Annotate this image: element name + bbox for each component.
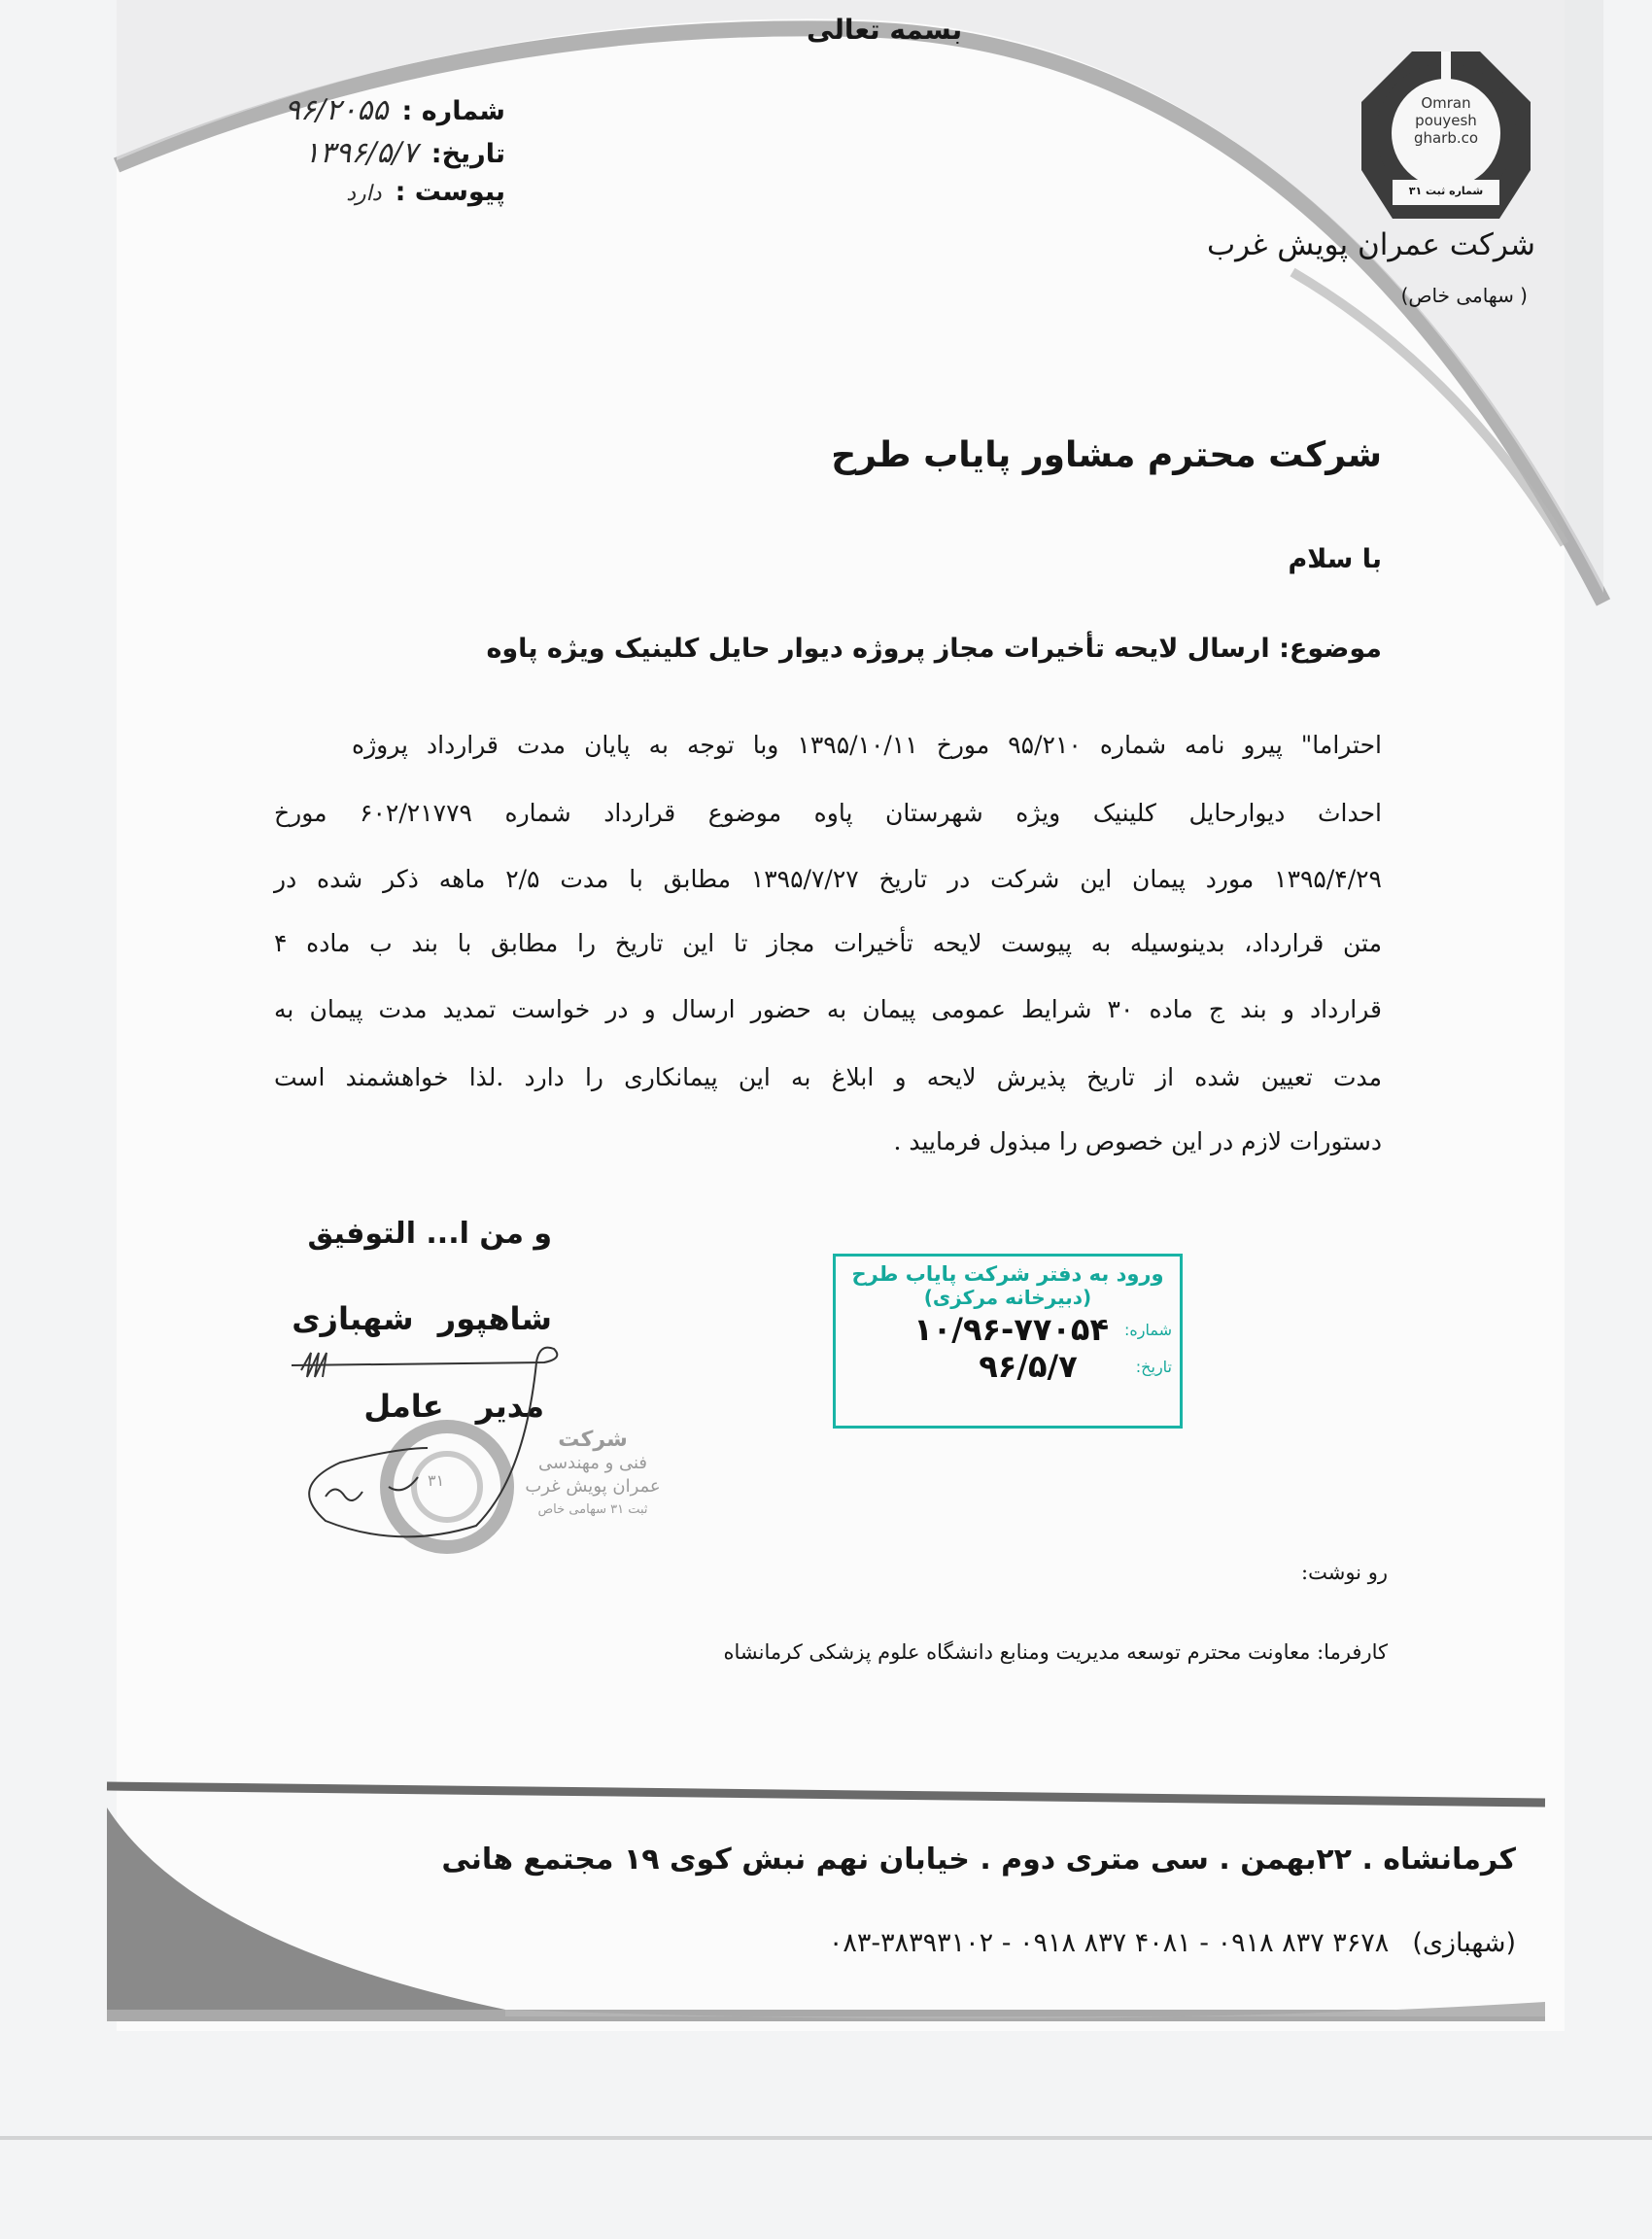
body-line: مدت تعیین شده از تاریخ پذیرش لایحه و ابلاغ به این پیمانکاری را دارد .لذا خواهشمند است <box>274 1063 1382 1091</box>
seal-line2: فنی و مهندسی <box>537 1453 648 1473</box>
letter-date-value: ۱۳۹۶/۵/۷ <box>303 136 418 170</box>
body-line: احداث دیوارحایل کلینیک ویژه شهرستان پاوه موضوع قرارداد شماره ۶۰۲/۲۱۷۷۹ مورخ <box>274 799 1382 827</box>
company-type: ( سهامی خاص) <box>1400 284 1528 307</box>
letter-attachment-field <box>346 177 505 207</box>
seal-line1: شرکت <box>558 1428 628 1452</box>
footer-contact <box>829 1928 1516 1958</box>
subject-line <box>486 634 1382 664</box>
stamp-number-value: ۱۰/۹۶-۷۷۰۵۴ <box>913 1311 1109 1348</box>
stamp-title: ورود به دفتر شرکت پایاب طرح <box>851 1262 1164 1286</box>
logo-text-line3: gharb.co <box>1413 129 1479 147</box>
body-line: دستورات لازم در این خصوص را مبذول فرمایید . <box>893 1127 1382 1155</box>
stamp-subtitle: (دبیرخانه مرکزی) <box>923 1286 1092 1309</box>
logo-text-line1: Omran <box>1421 94 1471 112</box>
cc-label: رو نوشت: <box>1301 1561 1388 1584</box>
greeting: با سلام <box>1288 544 1382 574</box>
signer-title: مدیر عامل <box>363 1388 544 1425</box>
stamp-date-value: ۹۶/۵/۷ <box>979 1348 1078 1385</box>
footer-phones: ۰۸۳-۳۸۳۹۳۱۰۲ - ۰۹۱۸ ۸۳۷ ۴۰۸۱ - ۰۹۱۸ ۸۳۷ ۳۶۷۸ <box>828 1928 1390 1958</box>
cc-recipient: کارفرما: معاونت محترم توسعه مدیریت ومنابع دانشگاه علوم پزشکی کرمانشاه <box>723 1640 1388 1664</box>
signer-name: شاهپور شهبازی <box>292 1300 552 1337</box>
subject-text: ارسال لایحه تأخیرات مجاز پروژه دیوار حایل کلینیک ویژه پاوه <box>486 634 1270 664</box>
logo-text-line2: pouyesh <box>1415 112 1477 129</box>
body-line: متن قرارداد، بدینوسیله به پیوست لایحه تأخیرات مجاز تا این تاریخ را مطابق با بند ب ماده ۴ <box>274 929 1382 957</box>
stamp-number-label: شماره: <box>1123 1320 1172 1339</box>
letter-number-label: شماره : <box>401 96 505 126</box>
stamp-date-label: تاریخ: <box>1135 1357 1172 1376</box>
letter-number-field <box>285 93 505 127</box>
addressee: شرکت محترم مشاور پایاب طرح <box>831 435 1382 475</box>
seal-center-number: ۳۱ <box>428 1471 445 1490</box>
seal-line3: عمران پویش غرب <box>525 1476 661 1497</box>
seal-line4: ثبت ۳۱ سهامی خاص <box>537 1502 648 1517</box>
letter-date-field <box>304 136 505 170</box>
subject-label: موضوع: <box>1279 634 1382 664</box>
footer-phone-label: (شهبازی) <box>1412 1928 1516 1958</box>
received-stamp <box>833 1254 1183 1429</box>
company-name: شرکت عمران پویش غرب <box>1206 227 1535 262</box>
closing: و من ا... التوفیق <box>307 1217 552 1251</box>
footer-address: کرمانشاه . ۲۲بهمن . سی متری دوم . خیابان نهم نبش کوی ۱۹ مجتمع هانی <box>441 1843 1516 1877</box>
company-logo <box>1354 44 1538 228</box>
letter-attachment-label: پیوست : <box>395 177 505 207</box>
invocation: بسمه تعالی <box>807 14 963 46</box>
handwritten-signature <box>282 1341 593 1555</box>
body-line: قرارداد و بند ج ماده ۳۰ شرایط عمومی پیمان به حضور ارسال و در خواست تمدید مدت پیمان به <box>274 995 1382 1023</box>
body-line: ۱۳۹۵/۴/۲۹ مورد پیمان این شرکت در تاریخ ۱۳۹۵/۷/۲۷ مطابق با مدت ۲/۵ ماهه ذکر شده در <box>274 865 1382 893</box>
letter-attachment-value: دارد <box>346 182 382 206</box>
body-line: احتراما" پیرو نامه شماره ۹۵/۲۱۰ مورخ ۱۳۹۵/۱۰/۱۱ وبا توجه به پایان مدت قرارداد پروژه <box>352 731 1383 759</box>
letter-number-value: ۹۶/۲۰۵۵ <box>284 93 389 127</box>
letter-date-label: تاریخ: <box>430 139 505 169</box>
logo-registration: شماره ثبت ۳۱ <box>1408 185 1484 197</box>
